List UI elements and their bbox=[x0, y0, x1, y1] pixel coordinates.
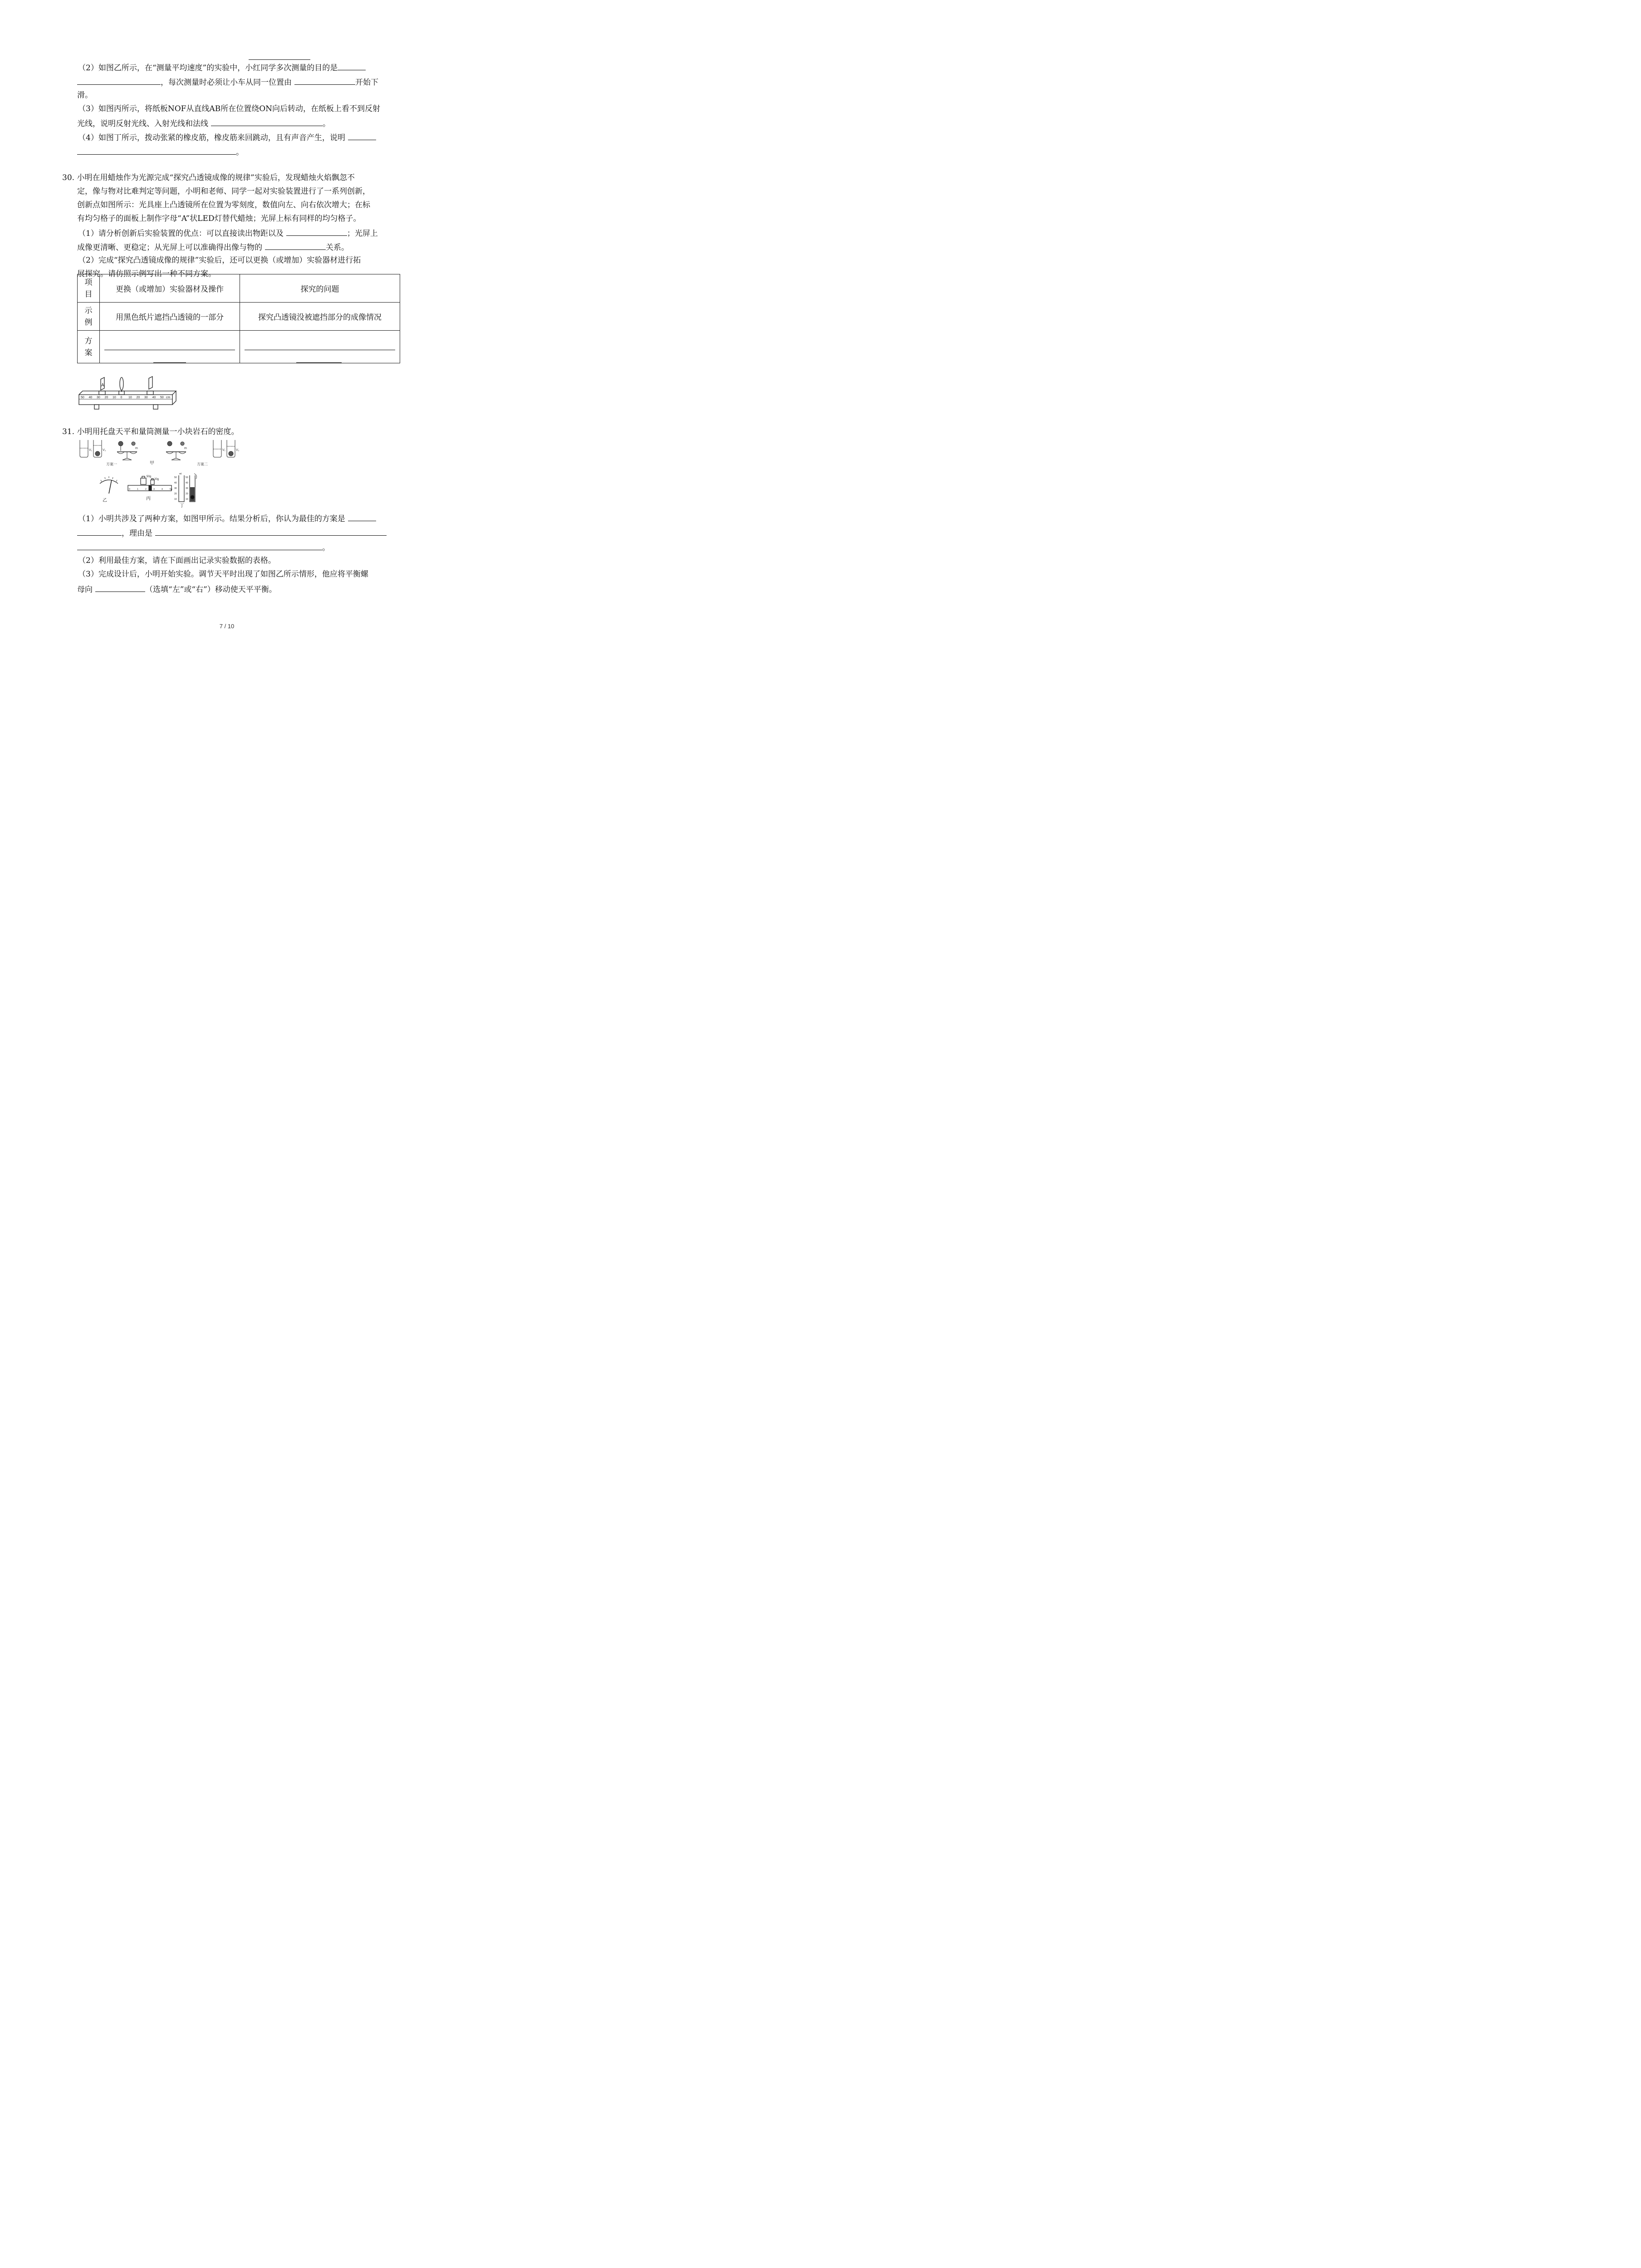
answer-blank[interactable] bbox=[348, 132, 376, 140]
cylinder-tick: 20 bbox=[174, 493, 177, 495]
table-row-plan bbox=[78, 331, 400, 363]
answer-blank[interactable] bbox=[77, 527, 122, 536]
bench-unit: cm bbox=[166, 396, 171, 399]
table-row-example bbox=[78, 303, 400, 331]
q29-part4-line1: （4）如图丁所示，拨动张紧的橡皮筋，橡皮筋来回跳动，且有声音产生，说明 bbox=[78, 132, 376, 143]
q30-part1-line2: 成像更清晰、更稳定；从光屏上可以准确得出像与物的 关系。 bbox=[77, 241, 349, 253]
rider-tick: 3 bbox=[153, 488, 155, 491]
plan-equipment-blank[interactable] bbox=[100, 333, 240, 361]
row-label-plan: 方案 bbox=[84, 336, 93, 357]
top-answer-blank[interactable] bbox=[249, 59, 310, 60]
bench-scale-tick: 10 bbox=[113, 396, 116, 399]
q31-part3-line2: 母向 （选填“左”或“右”）移动使天平平衡。 bbox=[77, 583, 277, 595]
example-question: 探究凸透镜没被遮挡部分的成像情况 bbox=[240, 303, 400, 331]
v1-label-2: V₁ bbox=[222, 449, 226, 452]
rider-tick: 0 bbox=[129, 488, 130, 491]
cylinder-tick: 50 bbox=[174, 476, 177, 479]
bing-label: 丙 bbox=[146, 496, 151, 501]
q29-part2-line2: ，每次测量时必须让小车从同一位置由 开始下 bbox=[77, 76, 378, 88]
rider-tick: 5g bbox=[170, 488, 172, 491]
weight-20g bbox=[151, 480, 154, 484]
bench-scale-tick: 40 bbox=[88, 396, 93, 399]
cylinder-tick: 10 bbox=[174, 498, 177, 501]
q30-stem-line1: 30. 小明在用蜡烛作为光源完成“探究凸透镜成像的规律”实验后，发现蜡烛火焰飘忽不 bbox=[62, 173, 355, 182]
cylinder-tick: 10 bbox=[186, 498, 188, 501]
q31-stem: 31. 小明用托盘天平和量筒测量一小块岩石的密度。 bbox=[62, 427, 239, 436]
example-equipment: 用黑色纸片遮挡凸透镜的一部分 bbox=[100, 303, 240, 331]
v2-label-2: V₂ bbox=[236, 449, 240, 452]
bench-scale-tick: 30 bbox=[97, 396, 100, 399]
cylinder-tick: 50 bbox=[186, 476, 188, 479]
cylinder-tick: 20 bbox=[186, 493, 188, 495]
answer-blank[interactable] bbox=[338, 62, 366, 70]
q29-part3-line1: （3）如图丙所示，将纸板NOF从直线AB所在位置绕ON向后转动，在纸板上看不到反射 bbox=[78, 104, 381, 113]
m-label-2: m bbox=[184, 447, 187, 450]
table-header-row bbox=[78, 274, 400, 303]
balance-pointer bbox=[109, 480, 112, 494]
bench-scale-tick: 20 bbox=[104, 396, 108, 399]
bench-scale-tick: 30 bbox=[144, 396, 148, 399]
light-screen bbox=[149, 376, 152, 389]
cylinder-tick: 30 bbox=[174, 487, 177, 490]
q30-stem-line4: 有均匀格子的面板上制作字母“A”状LED灯替代蜡烛；光屏上标有同样的均匀格子。 bbox=[77, 214, 361, 223]
answer-blank[interactable] bbox=[348, 513, 376, 521]
bench-scale-tick: 20 bbox=[136, 396, 140, 399]
bench-rail bbox=[79, 395, 172, 405]
q30-stem-line3: 创新点如图所示：光具座上凸透镜所在位置为零刻度，数值向左、向右依次增大；在标 bbox=[77, 200, 370, 210]
ding-label: 丁 bbox=[180, 503, 184, 508]
cylinder-tick: 40 bbox=[186, 482, 188, 484]
q31-part3-line1: （3）完成设计后，小明开始实验。调节天平时出现了如图乙所示情形，他应将平衡螺 bbox=[78, 570, 368, 579]
cylinder-tick: 30 bbox=[186, 487, 188, 490]
q31-part1-line3: 。 bbox=[77, 542, 330, 553]
weight-20g-label: 20g bbox=[154, 478, 159, 481]
plan1-label: 方案一 bbox=[106, 462, 117, 466]
bench-scale-tick: 0 bbox=[120, 396, 122, 399]
q31-part1-line2: ，理由是 bbox=[77, 527, 387, 539]
answer-blank[interactable] bbox=[77, 146, 236, 155]
answer-blank[interactable] bbox=[77, 542, 322, 550]
method-figure-jia bbox=[77, 438, 245, 470]
v1-label: V₁ bbox=[89, 449, 93, 452]
answer-blank[interactable] bbox=[211, 117, 323, 126]
plan-table bbox=[77, 274, 400, 363]
plan2-label: 方案二 bbox=[197, 462, 208, 466]
answer-blank[interactable] bbox=[294, 76, 355, 85]
header-item: 项目 bbox=[84, 278, 93, 299]
row-label-example: 示例 bbox=[84, 306, 93, 327]
bench-scale-tick: 50 bbox=[81, 396, 84, 399]
answer-blank[interactable] bbox=[95, 583, 145, 592]
yi-label: 乙 bbox=[103, 498, 107, 503]
answer-blank[interactable] bbox=[286, 227, 347, 236]
page-number: 7 / 10 bbox=[219, 623, 235, 630]
header-question: 探究的问题 bbox=[240, 274, 400, 303]
led-letter: A bbox=[101, 383, 104, 388]
ml-label: ml bbox=[179, 473, 182, 475]
q30-part1-line1: （1）请分析创新后实验装置的优点：可以直接读出物距以及 ；光屏上 bbox=[78, 227, 378, 239]
bench-scale-tick: 10 bbox=[128, 396, 132, 399]
rider-tick: 2 bbox=[145, 488, 147, 491]
cylinder-tick: 40 bbox=[174, 482, 177, 484]
q30-part2-line2: 展探究。请仿照示例写出一种不同方案。 bbox=[77, 269, 216, 279]
answer-blank[interactable] bbox=[77, 76, 161, 85]
balance-dial bbox=[100, 480, 118, 484]
q29-part2-line1: （2）如图乙所示，在“测量平均速度”的实验中，小红同学多次测量的目的是 bbox=[78, 62, 366, 73]
q29-part3-line2: 光线，说明反射光线、入射光线和法线 。 bbox=[77, 117, 330, 129]
rider-tick: 1 bbox=[137, 488, 138, 491]
optical-bench-figure bbox=[77, 375, 177, 411]
q30-part2-line1: （2）完成“探究凸透镜成像的规律”实验后，还可以更换（或增加）实验器材进行拓 bbox=[78, 256, 361, 265]
header-equipment: 更换（或增加）实验器材及操作 bbox=[100, 274, 240, 303]
weight-50g bbox=[141, 478, 146, 484]
weight-50g-label: 50g bbox=[147, 475, 152, 478]
convex-lens-icon bbox=[120, 377, 123, 390]
instrument-figures bbox=[97, 472, 201, 508]
q31-part2: （2）利用最佳方案，请在下面画出记录实验数据的表格。 bbox=[78, 556, 276, 565]
answer-blank[interactable] bbox=[155, 527, 387, 536]
v2-label: V₂ bbox=[103, 449, 106, 452]
q29-part2-line3: 滑。 bbox=[77, 91, 93, 100]
q29-part4-line2: 。 bbox=[77, 146, 244, 158]
q31-part1-line1: （1）小明共涉及了两种方案，如图甲所示。结果分析后，你认为最佳的方案是 bbox=[78, 513, 376, 524]
m-label: m bbox=[135, 447, 138, 450]
rider-tick: 4 bbox=[162, 488, 163, 491]
q30-stem-line2: 定，像与物对比难判定等问题，小明和老师、同学一起对实验装置进行了一系列创新， bbox=[77, 187, 370, 196]
bench-scale-tick: 50 bbox=[160, 396, 164, 399]
rock-icon bbox=[95, 451, 100, 456]
plan-question-blank[interactable] bbox=[240, 333, 400, 361]
measuring-cylinder-1 bbox=[179, 475, 184, 502]
answer-blank[interactable] bbox=[265, 241, 326, 250]
jia-label: 甲 bbox=[150, 461, 154, 466]
bench-scale-tick: 40 bbox=[152, 396, 156, 399]
